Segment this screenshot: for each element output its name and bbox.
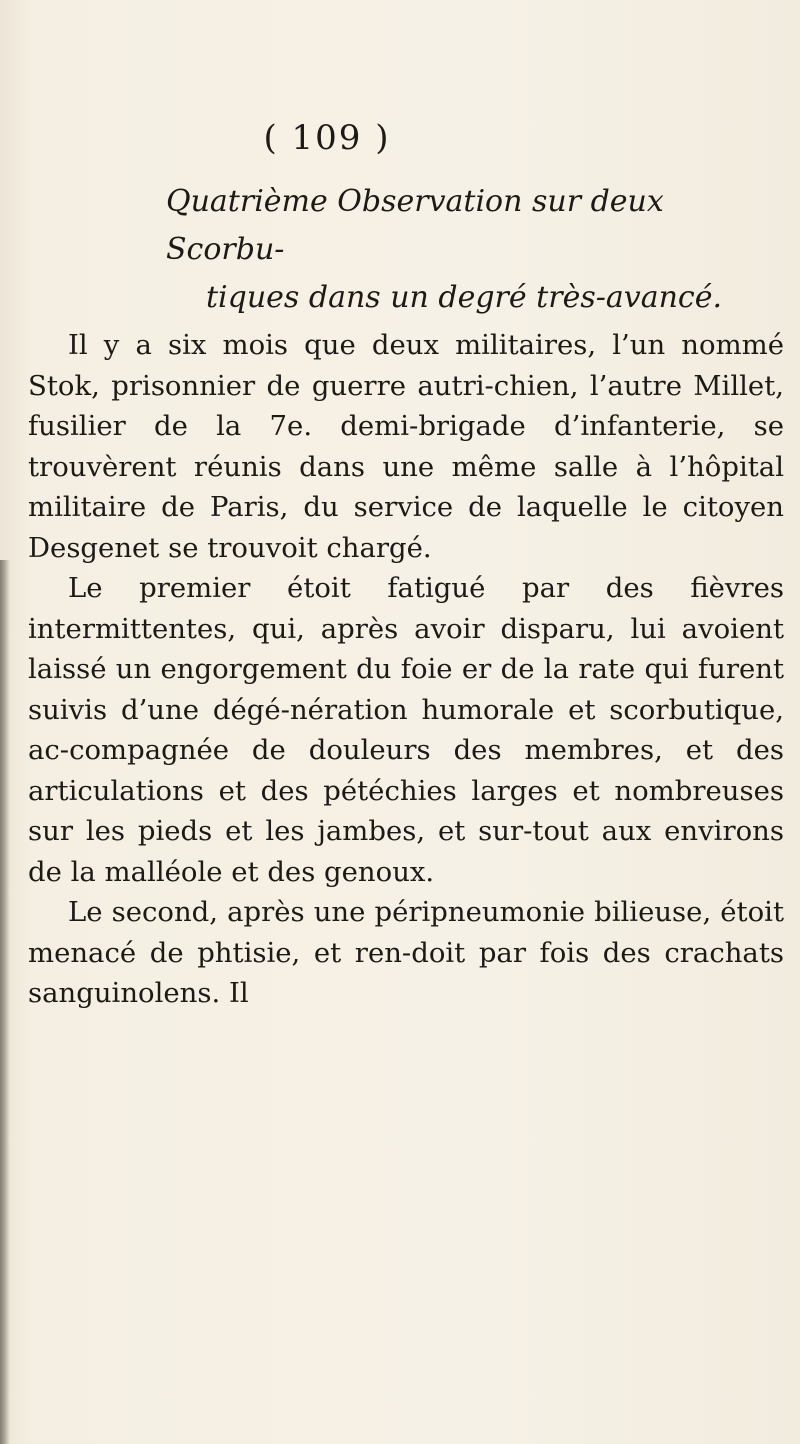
paragraph-2: Le premier étoit fatigué par des fièvres intermittentes, qui, après avoir disparu, lui avoient laissé un engorgement du foie er de la rate qui furent suivis d’une dégé-nération humorale et scorbutique, ac-compagnée de douleurs des membres, et des articulations et des pétéchies larges et nombreuses sur les pieds et les jambes, et sur-tout aux environs de la malléole et des genoux. [28,572,784,888]
page-number: ( 109 ) [263,118,391,158]
body-text [28,325,784,1014]
title-line-2: tiques dans un degré très-avancé. [206,280,722,315]
page-binding-shadow [0,560,10,1444]
paragraph-1: Il y a six mois que deux militaires, l’un nommé Stok, prisonnier de guerre autri-chien, l’autre Millet, fusilier de la 7e. demi-brigade d’infanterie, se trouvèrent réunis dans une même salle à l’hôpital militaire de Paris, du service de laquelle le citoyen Desgenet se trouvoit chargé. [28,329,784,564]
paragraph-3: Le second, après une péripneumonie bilieuse, étoit menacé de phtisie, et ren-doit par fois des crachats sanguinolens. Il [28,896,784,1009]
section-title [166,178,786,322]
title-line-1: Quatrième Observation sur deux Scorbu- [166,184,664,267]
